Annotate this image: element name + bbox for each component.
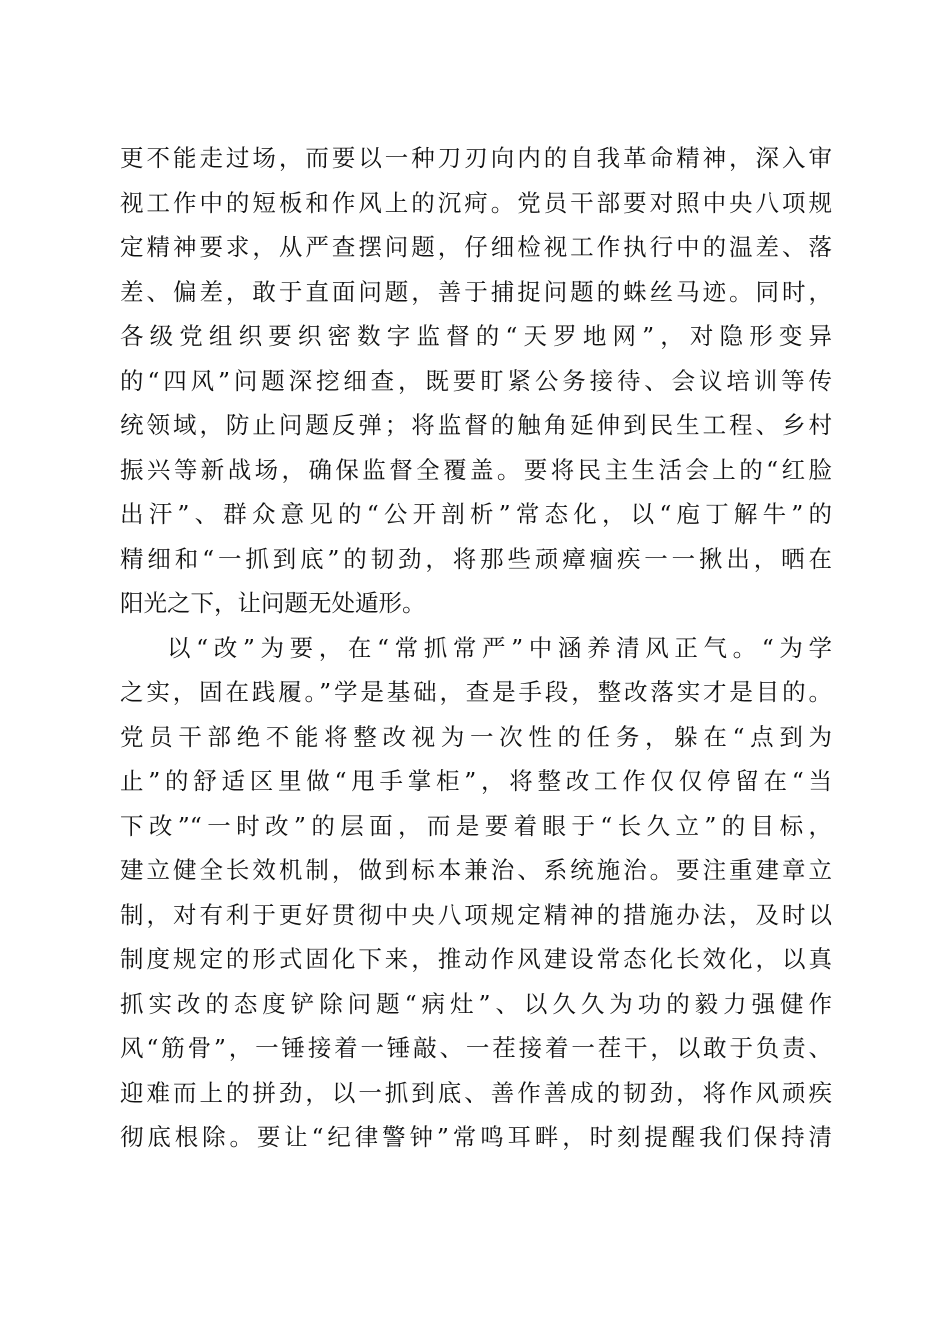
text-line: 制度规定的形式固化下来，推动作风建设常态化长效化，以真 [120, 945, 832, 973]
text-line: 彻底根除。要让“纪律警钟”常鸣耳畔，时刻提醒我们保持清 [120, 1123, 832, 1151]
text-line: 迎难而上的拼劲，以一抓到底、善作善成的韧劲，将作风顽疾 [120, 1078, 832, 1107]
text-line: 建立健全长效机制，做到标本兼治、系统施治。要注重建章立 [120, 856, 832, 884]
text-line: 止”的舒适区里做“甩手掌柜”，将整改工作仅仅停留在“当 [120, 767, 832, 795]
text-line: 更不能走过场，而要以一种刀刃向内的自我革命精神，深入审 [120, 144, 832, 172]
text-line: 下改”“一时改”的层面，而是要着眼于“长久立”的目标， [120, 811, 832, 840]
text-line: 风“筋骨”，一锤接着一锤敲、一茬接着一茬干，以敢于负责、 [120, 1034, 832, 1062]
text-line: 的“四风”问题深挖细查，既要盯紧公务接待、会议培训等传 [120, 366, 832, 395]
body-text [120, 136, 832, 1160]
text-line: 振兴等新战场，确保监督全覆盖。要将民主生活会上的“红脸 [120, 455, 832, 484]
text-line: 视工作中的短板和作风上的沉疴。党员干部要对照中央八项规 [120, 188, 832, 217]
text-line: 精细和“一抓到底”的韧劲，将那些顽瘴痼疾一一揪出，晒在 [120, 544, 832, 573]
text-line: 出汗”、群众意见的“公开剖析”常态化，以“庖丁解牛”的 [120, 500, 832, 528]
text-line: 党员干部绝不能将整改视为一次性的任务，躲在“点到为 [120, 722, 832, 751]
text-line: 定精神要求，从严查摆问题，仔细检视工作执行中的温差、落 [120, 233, 832, 261]
paragraph-first-line: 以“改”为要，在“常抓常严”中涵养清风正气。“为学 [167, 633, 832, 662]
text-line: 差、偏差，敢于直面问题，善于捕捉问题的蛛丝马迹。同时， [120, 277, 832, 306]
text-line: 阳光之下，让问题无处遁形。 [120, 589, 426, 617]
text-line: 各级党组织要织密数字监督的“天罗地网”，对隐形变异 [120, 322, 832, 350]
text-line: 抓实改的态度铲除问题“病灶”、以久久为功的毅力强健作 [120, 989, 832, 1018]
text-line: 之实，固在践履。”学是基础，查是手段，整改落实才是目的。 [120, 678, 832, 706]
text-line: 统领域，防止问题反弹；将监督的触角延伸到民生工程、乡村 [120, 411, 832, 439]
text-line: 制，对有利于更好贯彻中央八项规定精神的措施办法，及时以 [120, 900, 832, 929]
